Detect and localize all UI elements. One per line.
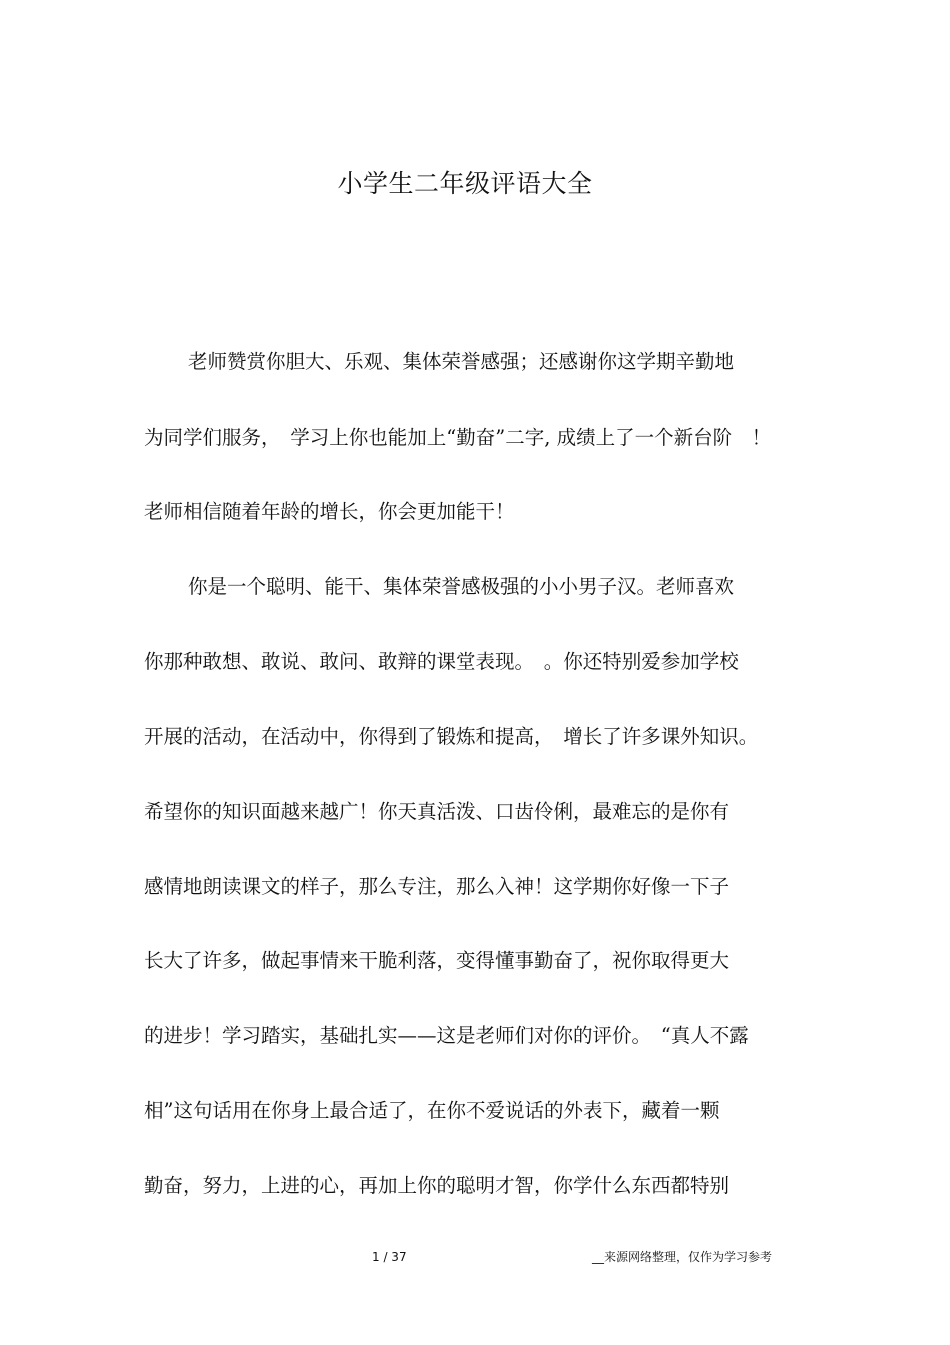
- paragraph-line: 长大了许多，做起事情来干脆利落，变得懂事勤奋了，祝你取得更大: [144, 949, 730, 972]
- source-note: __来源网络整理，仅作为学习参考: [592, 1250, 773, 1264]
- paragraph-line: 老师相信随着年龄的增长，你会更加能干！: [144, 500, 515, 523]
- page-number: 1 / 37: [372, 1250, 407, 1264]
- paragraph-line: 感情地朗读课文的样子，那么专注，那么入神！这学期你好像一下子: [144, 875, 730, 898]
- document-title: 小学生二年级评语大全: [337, 169, 593, 198]
- paragraph-line: 你那种敢想、敢说、敢问、敢辩的课堂表现。 。你还特别爱参加学校: [144, 650, 739, 673]
- paragraph-line: 相”这句话用在你身上最合适了，在你不爱说话的外表下，藏着一颗: [144, 1099, 720, 1122]
- paragraph-line: 为同学们服务， 学习上你也能加上“勤奋”二字, 成绩上了一个新台阶 ！: [144, 426, 772, 449]
- paragraph-line: 勤奋，努力，上进的心，再加上你的聪明才智，你学什么东西都特别: [144, 1174, 730, 1197]
- paragraph-line: 老师赞赏你胆大、乐观、集体荣誉感强；还感谢你这学期辛勤地: [188, 350, 735, 373]
- paragraph-line: 希望你的知识面越来越广！你天真活泼、口齿伶俐，最难忘的是你有: [144, 800, 730, 823]
- paragraph-line: 开展的活动，在活动中，你得到了锻炼和提高， 增长了许多课外知识。: [144, 725, 759, 748]
- paragraph-line: 的进步！学习踏实，基础扎实——这是老师们对你的评价。 “真人不露: [144, 1024, 749, 1047]
- paragraph-line: 你是一个聪明、能干、集体荣誉感极强的小小男子汉。老师喜欢: [188, 575, 735, 598]
